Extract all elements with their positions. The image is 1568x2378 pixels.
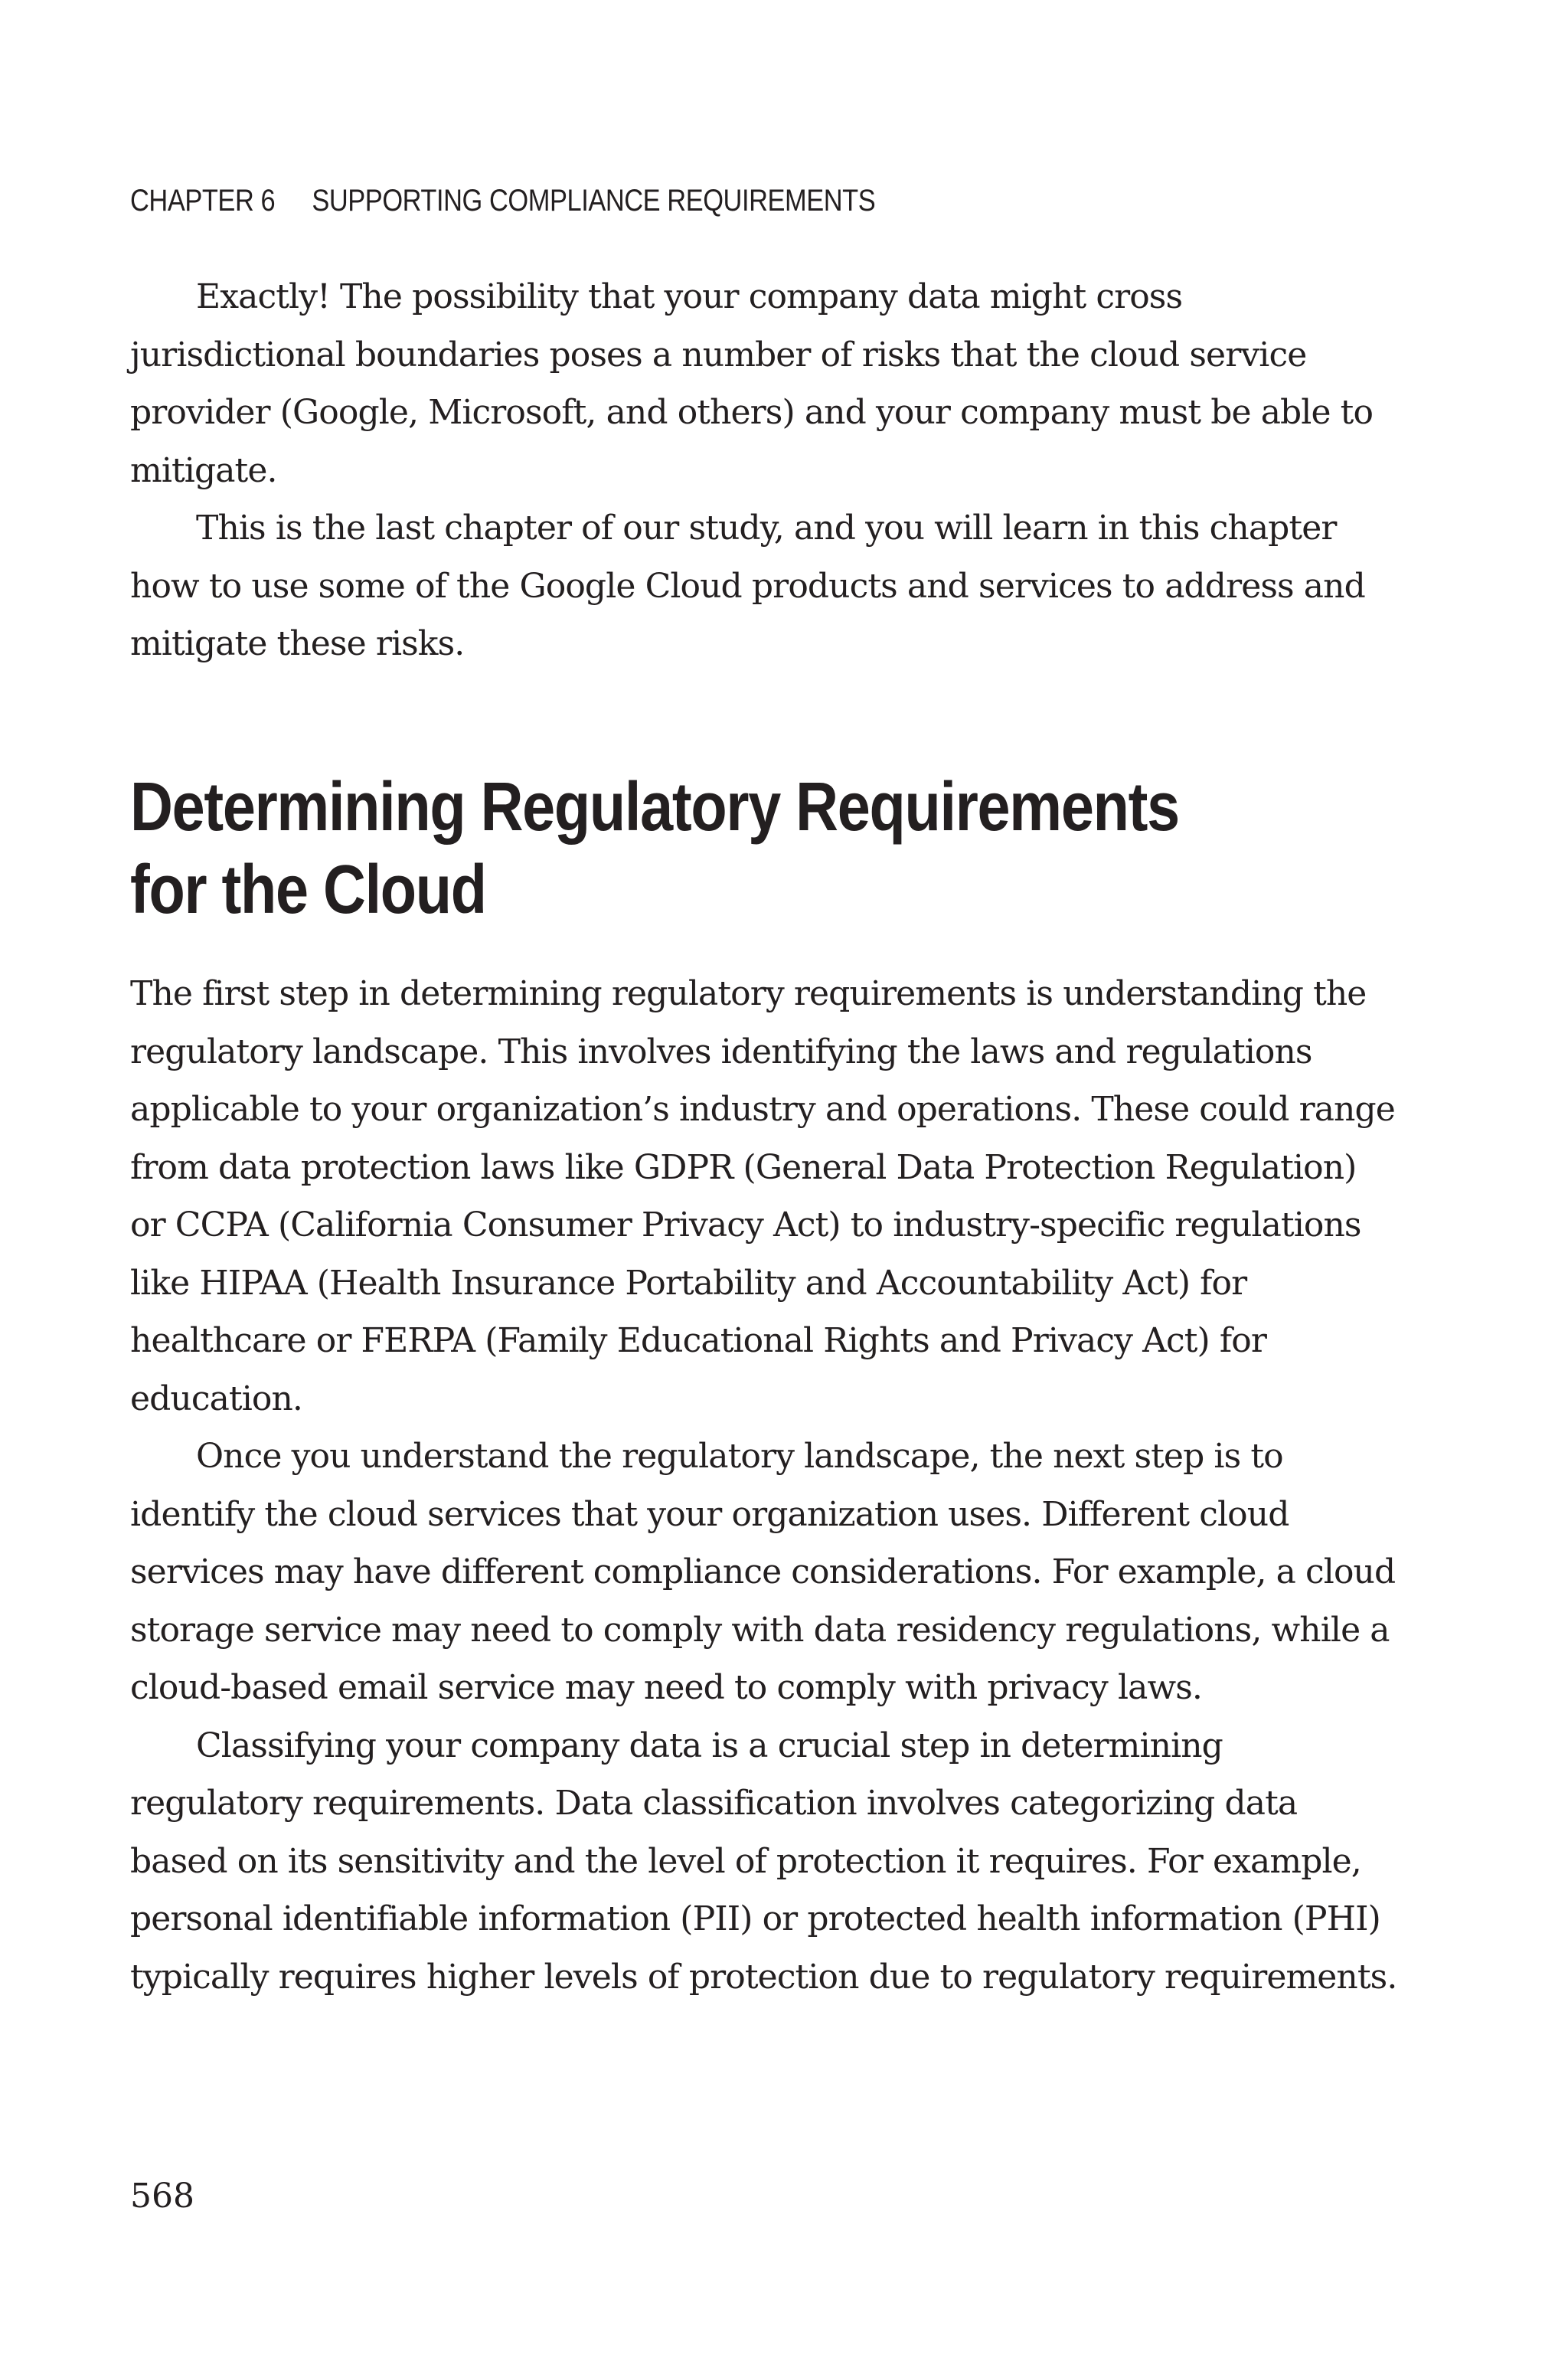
intro-paragraph: Exactly! The possibility that your company data might cross jurisdictional boundaries poses a number of risks that the cloud service provider (Google, Microsoft, and others) and your company must be able to mitigate. [130, 277, 1374, 490]
intro-paragraph: This is the last chapter of our study, and you will learn in this chapter how to use some of the Google Cloud products and services to address and mitigate these risks. [130, 509, 1365, 663]
running-head [130, 184, 875, 218]
section-heading [130, 766, 1250, 931]
section-paragraph: Once you understand the regulatory landscape, the next step is to identify the cloud services that your organization uses. Different cloud services may have different compliance considerations. For example, a cloud storage service may need to comply with data residency regulations, while a cloud-based email service may need to comply with privacy laws. [130, 1437, 1396, 1707]
page-number: 568 [130, 2177, 194, 2216]
running-head-chapter: CHAPTER 6 [130, 184, 276, 218]
section-heading-line-1: Determining Regulatory Requirements [130, 769, 1179, 846]
intro-text [130, 268, 1401, 673]
section-body [130, 965, 1401, 2006]
section-paragraph: Classifying your company data is a crucial step in determining regulatory requirements. Data classification involves categorizing data based on its sensitivity and the level of protection it requires. For example, personal identifiable information (PII) or protected health information (PHI) typically requires higher levels of protection due to regulatory requirements. [130, 1725, 1397, 1997]
section-paragraph: The first step in determining regulatory requirements is understanding the regulatory landscape. This involves identifying the laws and regulations applicable to your organization’s industry and operations. These could range from data protection laws like GDPR (General Data Protection Regulation) or CCPA (California Consumer Privacy Act) to industry-specific regulations like HIPAA (Health Insurance Portability and Accountability Act) for healthcare or FERPA (Family Educational Rights and Privacy Act) for education. [130, 974, 1395, 1418]
section-heading-line-2: for the Cloud [130, 852, 486, 928]
running-head-title: SUPPORTING COMPLIANCE REQUIREMENTS [312, 184, 876, 218]
